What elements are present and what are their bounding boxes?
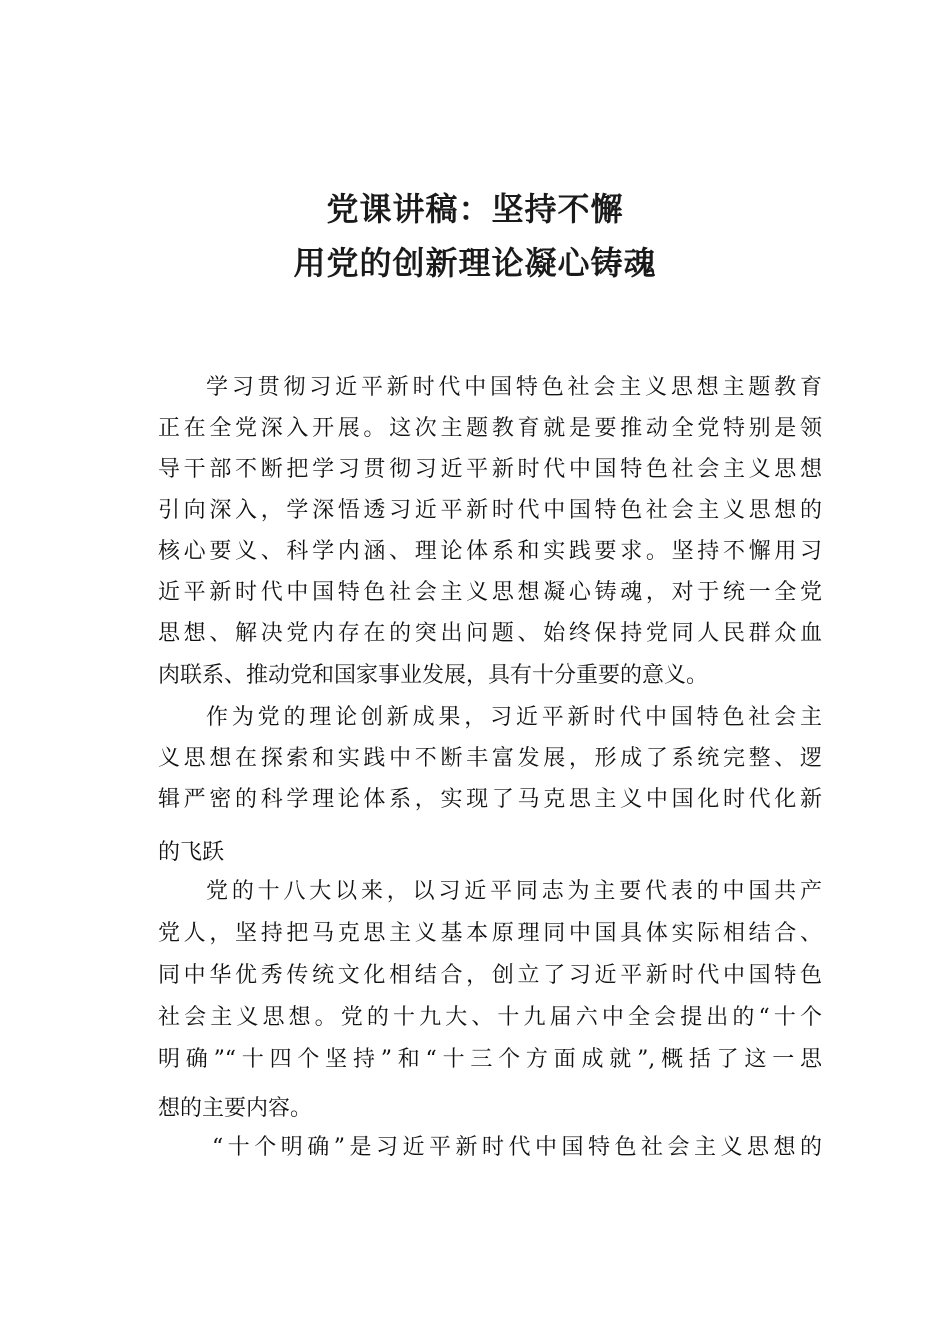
paragraph-line: 社会主义思想。党的十九大、十九届六中全会提出的“十个: [158, 1005, 822, 1030]
document-title-line-1: 党课讲稿：坚持不懈: [326, 190, 624, 228]
paragraph-line: 导干部不断把学习贯彻习近平新时代中国特色社会主义思想: [158, 457, 822, 482]
paragraph-line: “十个明确”是习近平新时代中国特色社会主义思想的: [212, 1135, 822, 1160]
paragraph-line: 思想、解决党内存在的突出问题、始终保持党同人民群众血: [158, 621, 822, 646]
paragraph-line: 核心要义、科学内涵、理论体系和实践要求。坚持不懈用习: [158, 539, 822, 564]
paragraph-line: 党的十八大以来，以习近平同志为主要代表的中国共产: [206, 879, 822, 904]
paragraph-line: 想的主要内容。: [158, 1096, 313, 1121]
paragraph-1: [158, 373, 822, 693]
paragraph-line: 同中华优秀传统文化相结合，创立了习近平新时代中国特色: [158, 963, 822, 988]
paragraph-line: 作为党的理论创新成果，习近平新时代中国特色社会主: [206, 705, 822, 730]
paragraph-line: 辑严密的科学理论体系，实现了马克思主义中国化时代化新: [158, 787, 822, 812]
paragraph-line: 义思想在探索和实践中不断丰富发展，形成了系统完整、逻: [158, 746, 822, 771]
paragraph-3: [158, 877, 822, 1121]
paragraph-line: 学习贯彻习近平新时代中国特色社会主义思想主题教育: [206, 375, 822, 400]
paragraph-4: [158, 1133, 822, 1167]
paragraph-2: [158, 703, 822, 873]
paragraph-line: 明确”“十四个坚持”和“十三个方面成就”,概括了这一思: [158, 1047, 822, 1072]
paragraph-line: 的飞跃: [158, 840, 225, 865]
paragraph-line: 肉联系、推动党和国家事业发展，具有十分重要的意义。: [158, 663, 709, 688]
document-title-line-2: 用党的创新理论凝心铸魂: [293, 244, 657, 282]
paragraph-line: 引向深入，学深悟透习近平新时代中国特色社会主义思想的: [158, 498, 822, 523]
paragraph-line: 党人，坚持把马克思主义基本原理同中国具体实际相结合、: [158, 921, 822, 946]
paragraph-line: 正在全党深入开展。这次主题教育就是要推动全党特别是领: [158, 416, 822, 441]
paragraph-line: 近平新时代中国特色社会主义思想凝心铸魂，对于统一全党: [158, 580, 822, 605]
